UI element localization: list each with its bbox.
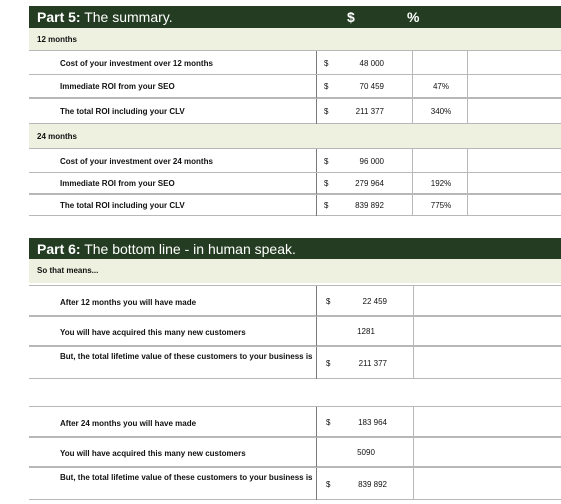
part5-title-bold: Part 5: — [37, 9, 81, 25]
bottom-line-label: But, the total lifetime value of these customers to your business is — [60, 473, 313, 482]
summary-percent-cell — [412, 195, 468, 216]
column-header-percent: % — [407, 9, 420, 25]
bottom-line-row — [29, 346, 561, 379]
bottom-line-value-cell — [316, 286, 414, 316]
currency-symbol: $ — [324, 179, 329, 188]
summary-percent-cell — [412, 99, 468, 124]
bottom-line-value-cell — [316, 407, 414, 437]
bottom-line-value-cell — [316, 317, 414, 346]
part5-header — [29, 6, 561, 28]
bottom-line-label: But, the total lifetime value of these customers to your business is — [60, 352, 313, 361]
currency-symbol: $ — [326, 358, 331, 368]
summary-row-value: 839 892 — [355, 201, 384, 210]
summary-row-label: Immediate ROI from your SEO — [60, 179, 175, 188]
summary-value-cell — [316, 75, 412, 98]
summary-row-percent: 192% — [430, 179, 452, 188]
section-12-months — [29, 28, 561, 50]
summary-value-cell — [316, 149, 412, 173]
summary-row-label: The total ROI including your CLV — [60, 201, 185, 210]
part6-title-rest: The bottom line - in human speak. — [80, 241, 296, 257]
summary-value-cell — [316, 195, 412, 216]
summary-row-value: 279 964 — [355, 179, 384, 188]
bottom-line-label: After 12 months you will have made — [60, 297, 197, 307]
summary-percent-cell — [412, 149, 468, 173]
section-24-months-label: 24 months — [37, 132, 78, 141]
bottom-line-value-cell — [316, 438, 414, 467]
bottom-line-value-cell — [316, 347, 414, 379]
summary-row-value: 211 377 — [355, 107, 384, 116]
summary-row-label: The total ROI including your CLV — [60, 107, 185, 116]
bottom-line-row — [29, 406, 561, 437]
currency-symbol: $ — [326, 417, 331, 427]
bottom-line-value: 5090 — [357, 448, 375, 457]
summary-value-cell — [316, 173, 412, 194]
part6-subtitle: So that means... — [37, 266, 99, 275]
summary-row-value: 48 000 — [359, 58, 384, 68]
currency-symbol: $ — [324, 201, 329, 210]
summary-row-label: Cost of your investment over 12 months — [60, 58, 213, 68]
summary-row-percent: 47% — [432, 82, 449, 91]
summary-percent-cell — [412, 51, 468, 75]
summary-value-cell — [316, 51, 412, 75]
bottom-line-row — [29, 467, 561, 500]
summary-row-value: 96 000 — [359, 156, 384, 166]
summary-row-percent: 340% — [430, 107, 452, 116]
bottom-line-value: 211 377 — [358, 358, 387, 368]
summary-row — [29, 148, 561, 173]
part6-subtitle-band — [29, 259, 561, 283]
summary-value-cell — [316, 99, 412, 124]
summary-percent-cell — [412, 75, 468, 98]
summary-row-label: Immediate ROI from your SEO — [60, 82, 175, 91]
section-12-months-label: 12 months — [37, 35, 78, 44]
part5-title — [37, 6, 173, 28]
summary-row — [29, 194, 561, 216]
bottom-line-row — [29, 437, 561, 467]
summary-row-percent: 775% — [430, 201, 452, 210]
part5-title-rest: The summary. — [80, 9, 173, 25]
bottom-line-value: 183 964 — [358, 417, 387, 427]
part6-title — [37, 238, 296, 260]
column-header-currency: $ — [347, 9, 355, 25]
summary-row — [29, 74, 561, 98]
bottom-line-value: 839 892 — [358, 479, 387, 489]
bottom-line-label: You will have acquired this many new customers — [60, 328, 246, 337]
summary-row-value: 70 459 — [359, 82, 384, 91]
bottom-line-row — [29, 316, 561, 346]
bottom-line-row — [29, 285, 561, 316]
currency-symbol: $ — [326, 479, 331, 489]
part6-title-bold: Part 6: — [37, 241, 81, 257]
currency-symbol: $ — [326, 296, 331, 306]
part6-header — [29, 238, 561, 259]
bottom-line-value: 22 459 — [362, 296, 387, 306]
currency-symbol: $ — [324, 156, 329, 166]
bottom-line-label: You will have acquired this many new customers — [60, 449, 246, 458]
summary-row — [29, 50, 561, 75]
section-24-months — [29, 124, 561, 148]
currency-symbol: $ — [324, 107, 329, 116]
bottom-line-label: After 24 months you will have made — [60, 418, 197, 428]
summary-row — [29, 172, 561, 194]
summary-percent-cell — [412, 173, 468, 194]
currency-symbol: $ — [324, 58, 329, 68]
bottom-line-value: 1281 — [357, 327, 375, 336]
summary-row — [29, 98, 561, 124]
summary-row-label: Cost of your investment over 24 months — [60, 156, 213, 166]
bottom-line-value-cell — [316, 468, 414, 500]
currency-symbol: $ — [324, 82, 329, 91]
